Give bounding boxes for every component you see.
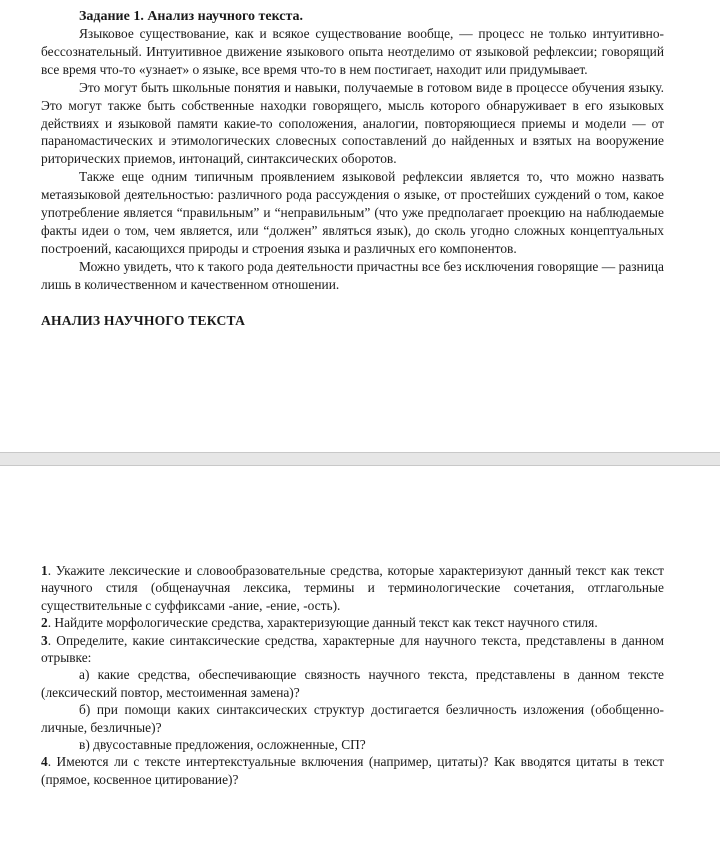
question-text: . Найдите морфологические средства, характеризующие данный текст как текст научного стиля.: [47, 615, 598, 631]
paragraph: Это могут быть школьные понятия и навыки, получаемые в готовом виде в процессе обучения языку. Это могут также быть собственные находки говорящего, мысль которого обнаруживает в его языковых действиях и языковой памяти какие-то соположения, аналогии, повторяющиеся приемы и модели — от параномастических и этимологических словесных сопоставлений до найденных и взятых на вооружение риторических приемов, интонаций, синтаксических оборотов.: [41, 79, 664, 167]
paragraph: Языковое существование, как и всякое существование вообще, — процесс не только интуитивно-бессознательный. Интуитивное движение языкового опыта неотделимо от языковой рефлексии; говорящий все время что-то «узнает» о языке, все время что-то в нем постигает, находит или придумывает.: [41, 26, 664, 77]
paragraph: Можно увидеть, что к такого рода деятельности причастны все без исключения говорящие — разница лишь в количественном и качественном отношении.: [41, 258, 664, 292]
question-text: . Имеются ли с тексте интертекстуальные включения (например, цитаты)? Как вводятся цитаты в текст (прямое, косвенное цитирование)?: [41, 754, 664, 787]
question-text: . Укажите лексические и словообразовательные средства, которые характеризуют данный текст как текст научного стиля (общенаучная лексика, термины и терминологические сочетания, отглагольные существительные с суффиксами -ание, -ение, -ость).: [41, 563, 664, 613]
question-3-sub-c: в) двусоставные предложения, осложненные, СП?: [79, 737, 366, 753]
question-1: [41, 562, 664, 614]
question-3: [41, 632, 664, 667]
document-page-2: [0, 466, 720, 842]
paragraph: Также еще одним типичным проявлением языковой рефлексии является то, что можно назвать метаязыковой деятельностью: различного рода рассуждения о языке, от простейших суждений о том, какое употребление является “правильным” и “неправильным” (что уже предполагает проекцию на наблюдаемые факты идеи о том, чем является, или “должен” являться язык), до сколь угодно сложных концептуальных построений, касающихся природы и строения языка и различных его компонентов.: [41, 169, 664, 256]
task-title: Задание 1. Анализ научного текста.: [79, 9, 304, 24]
page-break: [0, 452, 720, 466]
section-heading: АНАЛИЗ НАУЧНОГО ТЕКСТА: [41, 312, 246, 328]
question-number: 3: [41, 632, 48, 648]
question-3-sub-b: б) при помощи каких синтаксических структур достигается безличность изложения (обобщенно-личные, безличные)?: [41, 702, 664, 735]
question-3-sub-a: а) какие средства, обеспечивающие связность научного текста, представлены в данном тексте (лексический повтор, местоименная замена)?: [41, 667, 664, 700]
question-number: 1: [41, 563, 48, 578]
question-4: [41, 753, 664, 788]
question-number: 2: [41, 615, 48, 631]
question-text: . Определите, какие синтаксические средства, характерные для научного текста, представлены в данном отрывке:: [41, 632, 664, 666]
question-2: [41, 614, 664, 631]
question-number: 4: [41, 754, 48, 770]
